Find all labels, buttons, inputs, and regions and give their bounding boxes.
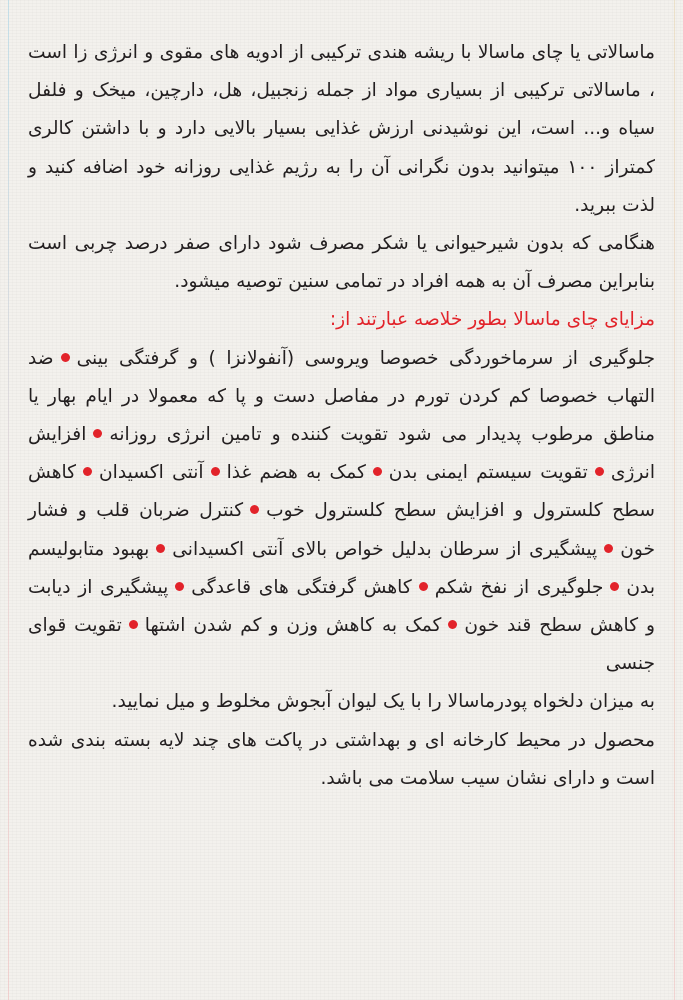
bullet-dot-icon [448, 620, 457, 629]
bullet-dot-icon [156, 544, 165, 553]
benefits-list [28, 340, 655, 684]
bullet-dot-icon [419, 582, 428, 591]
intro-paragraph-2: هنگامی که بدون شیرحیوانی یا شکر مصرف شود دارای صفر درصد چربی است بنابراین مصرف آن به همه افراد در تمامی سنین توصیه میشود. [28, 233, 655, 293]
bullet-dot-icon [250, 505, 259, 514]
benefit-item: کنترل ضربان قلب و فشار خون [28, 500, 655, 560]
product-description [28, 34, 655, 798]
usage-instructions: به میزان دلخواه پودرماسالا را با یک لیوان آبجوش مخلوط و میل نمایید. [111, 691, 655, 713]
bullet-dot-icon [175, 582, 184, 591]
bullet-dot-icon [83, 467, 92, 476]
benefit-item: پیشگیری از دیابت و کاهش سطح قند خون [28, 576, 655, 637]
benefit-item: بهبود متابولیسم بدن [28, 538, 655, 598]
bullet-dot-icon [373, 467, 382, 476]
benefit-item: کمک به کاهش وزن و کم شدن اشتها [144, 615, 442, 637]
benefit-item: جلوگیری از سرماخوردگی خصوصا ویروسی (آنفولانزا ) و گرفتگی بینی [76, 347, 655, 369]
bullet-dot-icon [610, 582, 619, 591]
benefit-item: آنتی اکسیدان [99, 462, 204, 484]
benefit-item: کاهش سطح کلسترول و افزایش سطح کلسترول خوب [28, 462, 655, 522]
left-edge-decoration [8, 0, 9, 1000]
benefit-item: کاهش گرفتگی های قاعدگی [191, 576, 412, 598]
bullet-dot-icon [595, 467, 604, 476]
benefit-item: کمک به هضم غذا [226, 462, 366, 484]
bullet-dot-icon [604, 544, 613, 553]
intro-paragraph-1: ماسالاتی یا چای ماسالا با ریشه هندی ترکیبی از ادویه های مقوی و انرژی زا است ، ماسالاتی ترکیبی از بسیاری مواد از جمله زنجبیل، هل، دارچین، میخک و فلفل سیاه و... است، این نوشیدنی ارزش غذایی بسیار بالایی دارد و با داشتن کالری کمتراز ۱۰۰ میتوانید بدون نگرانی آن را به رژیم غذایی روزانه خود اضافه کنید و لذت ببرید. [28, 42, 655, 216]
packaging-note: محصول در محیط کارخانه ای و بهداشتی در پاکت های چند لایه بسته بندی شده است و دارای نشان سیب سلامت می باشد. [28, 729, 655, 789]
bullet-dot-icon [211, 467, 220, 476]
bullet-dot-icon [61, 353, 70, 362]
bullet-dot-icon [129, 620, 138, 629]
benefit-item: تقویت قوای جنسی [28, 615, 655, 675]
benefit-item: ضد التهاب خصوصا کم کردن تورم در مفاصل دست و پا که معمولا در ایام بهار یا مناطق مرطوب پدیدار می شود تقویت کننده و تامین انرژی روزانه [28, 347, 655, 446]
benefit-item: جلوگیری از نفخ شکم [434, 576, 604, 598]
bullet-dot-icon [93, 429, 102, 438]
benefit-item: افزایش انرژی [28, 424, 655, 484]
benefits-heading: مزایای چای ماسالا بطور خلاصه عبارتند از: [329, 309, 655, 331]
benefit-item: پیشگیری از سرطان بدلیل خواص بالای آنتی اکسیدانی [172, 538, 598, 560]
benefit-item: تقویت سیستم ایمنی بدن [388, 462, 588, 484]
right-edge-decoration [674, 0, 675, 1000]
